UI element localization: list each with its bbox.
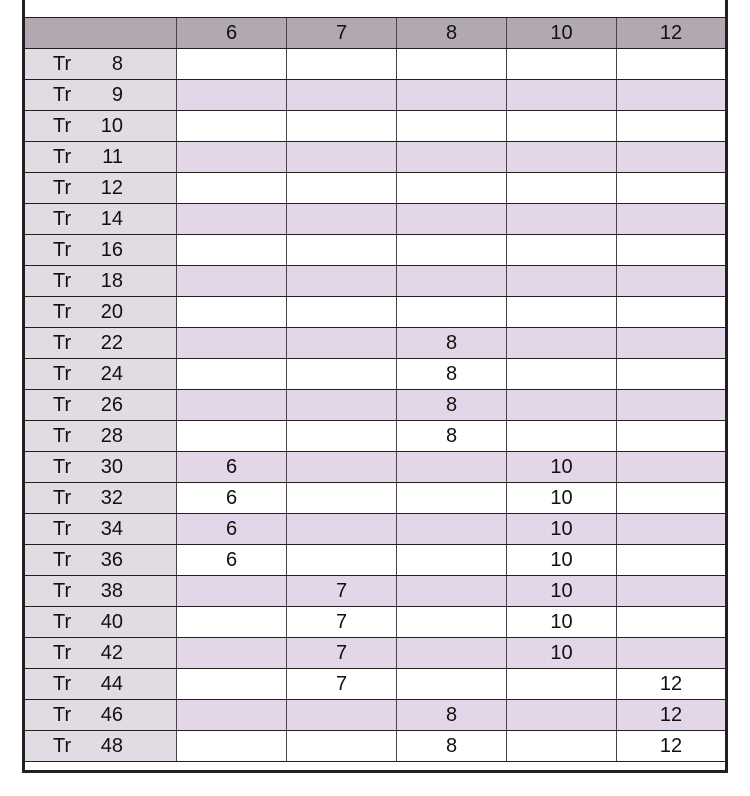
table-cell: [616, 266, 725, 296]
table-row: [25, 265, 725, 296]
row-number: 44: [100, 672, 123, 695]
row-header: [25, 607, 176, 637]
row-prefix: Tr: [53, 176, 72, 199]
size-table: [25, 17, 725, 762]
table-cell: [616, 328, 725, 358]
table-cell: [286, 111, 396, 141]
row-prefix: Tr: [53, 52, 72, 75]
row-prefix: Tr: [53, 734, 72, 757]
table-row: [25, 358, 725, 389]
table-cell: 12: [616, 731, 725, 761]
table-row: [25, 699, 725, 730]
row-header: [25, 266, 176, 296]
table-cell: [176, 173, 286, 203]
table-cell: 10: [506, 452, 616, 482]
table-cell: [176, 421, 286, 451]
table-cell: [286, 514, 396, 544]
table-cell: [176, 204, 286, 234]
row-prefix: Tr: [53, 641, 72, 664]
row-number: 30: [100, 455, 123, 478]
table-cell: [616, 514, 725, 544]
row-prefix: Tr: [53, 703, 72, 726]
table-cell: [286, 328, 396, 358]
table-cell: [506, 266, 616, 296]
row-prefix: Tr: [53, 269, 72, 292]
table-cell: 6: [176, 452, 286, 482]
table-cell: [506, 669, 616, 699]
table-row: [25, 141, 725, 172]
table-row: [25, 575, 725, 606]
table-cell: [176, 669, 286, 699]
table-cell: [286, 359, 396, 389]
table-row: [25, 327, 725, 358]
table-cell: [286, 297, 396, 327]
row-prefix: Tr: [53, 145, 72, 168]
table-cell: [616, 173, 725, 203]
row-header: [25, 80, 176, 110]
table-cell: [616, 638, 725, 668]
table-row: [25, 668, 725, 699]
table-cell: [506, 173, 616, 203]
table-cell: [616, 359, 725, 389]
table-cell: [506, 142, 616, 172]
table-cell: [396, 452, 506, 482]
row-header: [25, 235, 176, 265]
table-cell: [396, 266, 506, 296]
row-number: 8: [111, 52, 123, 75]
table-cell: [286, 421, 396, 451]
table-row: [25, 544, 725, 575]
table-cell: [616, 421, 725, 451]
table-row: [25, 451, 725, 482]
table-cell: [176, 235, 286, 265]
row-prefix: Tr: [53, 393, 72, 416]
table-cell: [286, 266, 396, 296]
table-cell: [506, 359, 616, 389]
table-cell: 7: [286, 607, 396, 637]
column-header: 8: [396, 18, 506, 48]
table-cell: 10: [506, 545, 616, 575]
table-cell: [616, 297, 725, 327]
table-cell: [286, 390, 396, 420]
table-cell: [286, 173, 396, 203]
table-cell: [286, 483, 396, 513]
row-number: 12: [100, 176, 123, 199]
corner-cell: [25, 18, 176, 48]
row-prefix: Tr: [53, 362, 72, 385]
column-header: 10: [506, 18, 616, 48]
column-header: 6: [176, 18, 286, 48]
table-cell: [176, 700, 286, 730]
table-cell: [176, 607, 286, 637]
row-prefix: Tr: [53, 517, 72, 540]
row-prefix: Tr: [53, 83, 72, 106]
row-header: [25, 638, 176, 668]
table-cell: [286, 700, 396, 730]
table-cell: [396, 204, 506, 234]
table-row: [25, 48, 725, 79]
table-cell: 7: [286, 576, 396, 606]
table-cell: [396, 111, 506, 141]
table-cell: 12: [616, 700, 725, 730]
table-row: [25, 730, 725, 761]
table-cell: [506, 235, 616, 265]
table-row: [25, 637, 725, 668]
table-cell: [176, 576, 286, 606]
row-header: [25, 328, 176, 358]
row-number: 10: [100, 114, 123, 137]
table-cell: [176, 297, 286, 327]
table-cell: 10: [506, 638, 616, 668]
row-number: 26: [100, 393, 123, 416]
table-cell: [506, 731, 616, 761]
row-header: [25, 173, 176, 203]
table-cell: [286, 731, 396, 761]
table-cell: [176, 49, 286, 79]
table-cell: [286, 80, 396, 110]
table-cell: [176, 359, 286, 389]
table-cell: 8: [396, 731, 506, 761]
table-cell: [286, 452, 396, 482]
table-cell: 12: [616, 669, 725, 699]
table-row: [25, 296, 725, 327]
row-number: 11: [102, 145, 123, 168]
row-header: [25, 204, 176, 234]
table-cell: [396, 607, 506, 637]
row-prefix: Tr: [53, 424, 72, 447]
table-cell: [286, 49, 396, 79]
row-header: [25, 545, 176, 575]
table-cell: 10: [506, 576, 616, 606]
row-prefix: Tr: [53, 207, 72, 230]
table-cell: [396, 483, 506, 513]
header-row: [25, 18, 725, 48]
table-cell: [176, 638, 286, 668]
row-number: 20: [100, 300, 123, 323]
row-number: 46: [100, 703, 123, 726]
row-number: 34: [100, 517, 123, 540]
table-cell: [506, 421, 616, 451]
row-prefix: Tr: [53, 331, 72, 354]
row-number: 22: [100, 331, 123, 354]
table-row: [25, 420, 725, 451]
table-cell: [506, 204, 616, 234]
table-cell: [506, 328, 616, 358]
table-cell: [396, 669, 506, 699]
table-cell: [616, 607, 725, 637]
table-cell: [396, 545, 506, 575]
table-cell: [616, 49, 725, 79]
row-header: [25, 669, 176, 699]
row-prefix: Tr: [53, 300, 72, 323]
row-number: 32: [100, 486, 123, 509]
table-cell: [176, 390, 286, 420]
row-number: 24: [100, 362, 123, 385]
table-cell: 8: [396, 421, 506, 451]
table-row: [25, 482, 725, 513]
table-cell: 8: [396, 328, 506, 358]
row-number: 36: [100, 548, 123, 571]
row-prefix: Tr: [53, 579, 72, 602]
table-cell: [176, 731, 286, 761]
row-header: [25, 421, 176, 451]
table-row: [25, 79, 725, 110]
row-header: [25, 483, 176, 513]
row-prefix: Tr: [53, 672, 72, 695]
row-header: [25, 111, 176, 141]
table-cell: [506, 111, 616, 141]
table-cell: [396, 297, 506, 327]
table-cell: [396, 80, 506, 110]
row-header: [25, 700, 176, 730]
table-row: [25, 389, 725, 420]
table-cell: [616, 111, 725, 141]
row-header: [25, 359, 176, 389]
row-header: [25, 576, 176, 606]
table-cell: [176, 266, 286, 296]
row-number: 14: [100, 207, 123, 230]
row-number: 28: [100, 424, 123, 447]
table-cell: [616, 576, 725, 606]
table-cell: [396, 142, 506, 172]
table-cell: [616, 545, 725, 575]
row-header: [25, 390, 176, 420]
table-cell: 8: [396, 359, 506, 389]
table-cell: [616, 204, 725, 234]
table-row: [25, 203, 725, 234]
row-number: 48: [100, 734, 123, 757]
table-cell: [616, 452, 725, 482]
table-cell: [176, 328, 286, 358]
row-prefix: Tr: [53, 548, 72, 571]
table-cell: [176, 111, 286, 141]
row-prefix: Tr: [53, 455, 72, 478]
table-cell: [506, 390, 616, 420]
table-cell: [286, 204, 396, 234]
table-cell: [176, 80, 286, 110]
table-cell: [286, 235, 396, 265]
table-cell: [616, 390, 725, 420]
table-cell: [506, 297, 616, 327]
row-number: 40: [100, 610, 123, 633]
table-cell: 7: [286, 669, 396, 699]
column-header: 12: [616, 18, 725, 48]
table-row: [25, 606, 725, 637]
table-cell: 10: [506, 483, 616, 513]
table-row: [25, 513, 725, 544]
table-cell: [396, 576, 506, 606]
row-number: 18: [100, 269, 123, 292]
table-row: [25, 234, 725, 265]
row-number: 16: [100, 238, 123, 261]
table-cell: 6: [176, 545, 286, 575]
row-header: [25, 49, 176, 79]
table-cell: 7: [286, 638, 396, 668]
table-cell: [396, 49, 506, 79]
table-row: [25, 172, 725, 203]
row-prefix: Tr: [53, 610, 72, 633]
row-prefix: Tr: [53, 114, 72, 137]
table-cell: [506, 49, 616, 79]
table-cell: [506, 700, 616, 730]
table-cell: [396, 638, 506, 668]
table-frame: [22, 0, 728, 773]
table-cell: 6: [176, 514, 286, 544]
row-prefix: Tr: [53, 486, 72, 509]
table-cell: [616, 235, 725, 265]
row-prefix: Tr: [53, 238, 72, 261]
table-cell: 8: [396, 390, 506, 420]
table-cell: [396, 173, 506, 203]
row-number: 38: [100, 579, 123, 602]
row-header: [25, 297, 176, 327]
table-cell: [616, 483, 725, 513]
table-cell: 10: [506, 607, 616, 637]
table-cell: 6: [176, 483, 286, 513]
table-cell: 10: [506, 514, 616, 544]
row-number: 9: [111, 83, 123, 106]
row-header: [25, 452, 176, 482]
row-number: 42: [100, 641, 123, 664]
row-header: [25, 514, 176, 544]
table-cell: [396, 235, 506, 265]
table-cell: [506, 80, 616, 110]
table-cell: [176, 142, 286, 172]
table-cell: [396, 514, 506, 544]
row-header: [25, 731, 176, 761]
table-row: [25, 110, 725, 141]
row-header: [25, 142, 176, 172]
table-cell: [286, 545, 396, 575]
table-cell: [616, 142, 725, 172]
table-cell: 8: [396, 700, 506, 730]
table-cell: [616, 80, 725, 110]
column-header: 7: [286, 18, 396, 48]
table-cell: [286, 142, 396, 172]
